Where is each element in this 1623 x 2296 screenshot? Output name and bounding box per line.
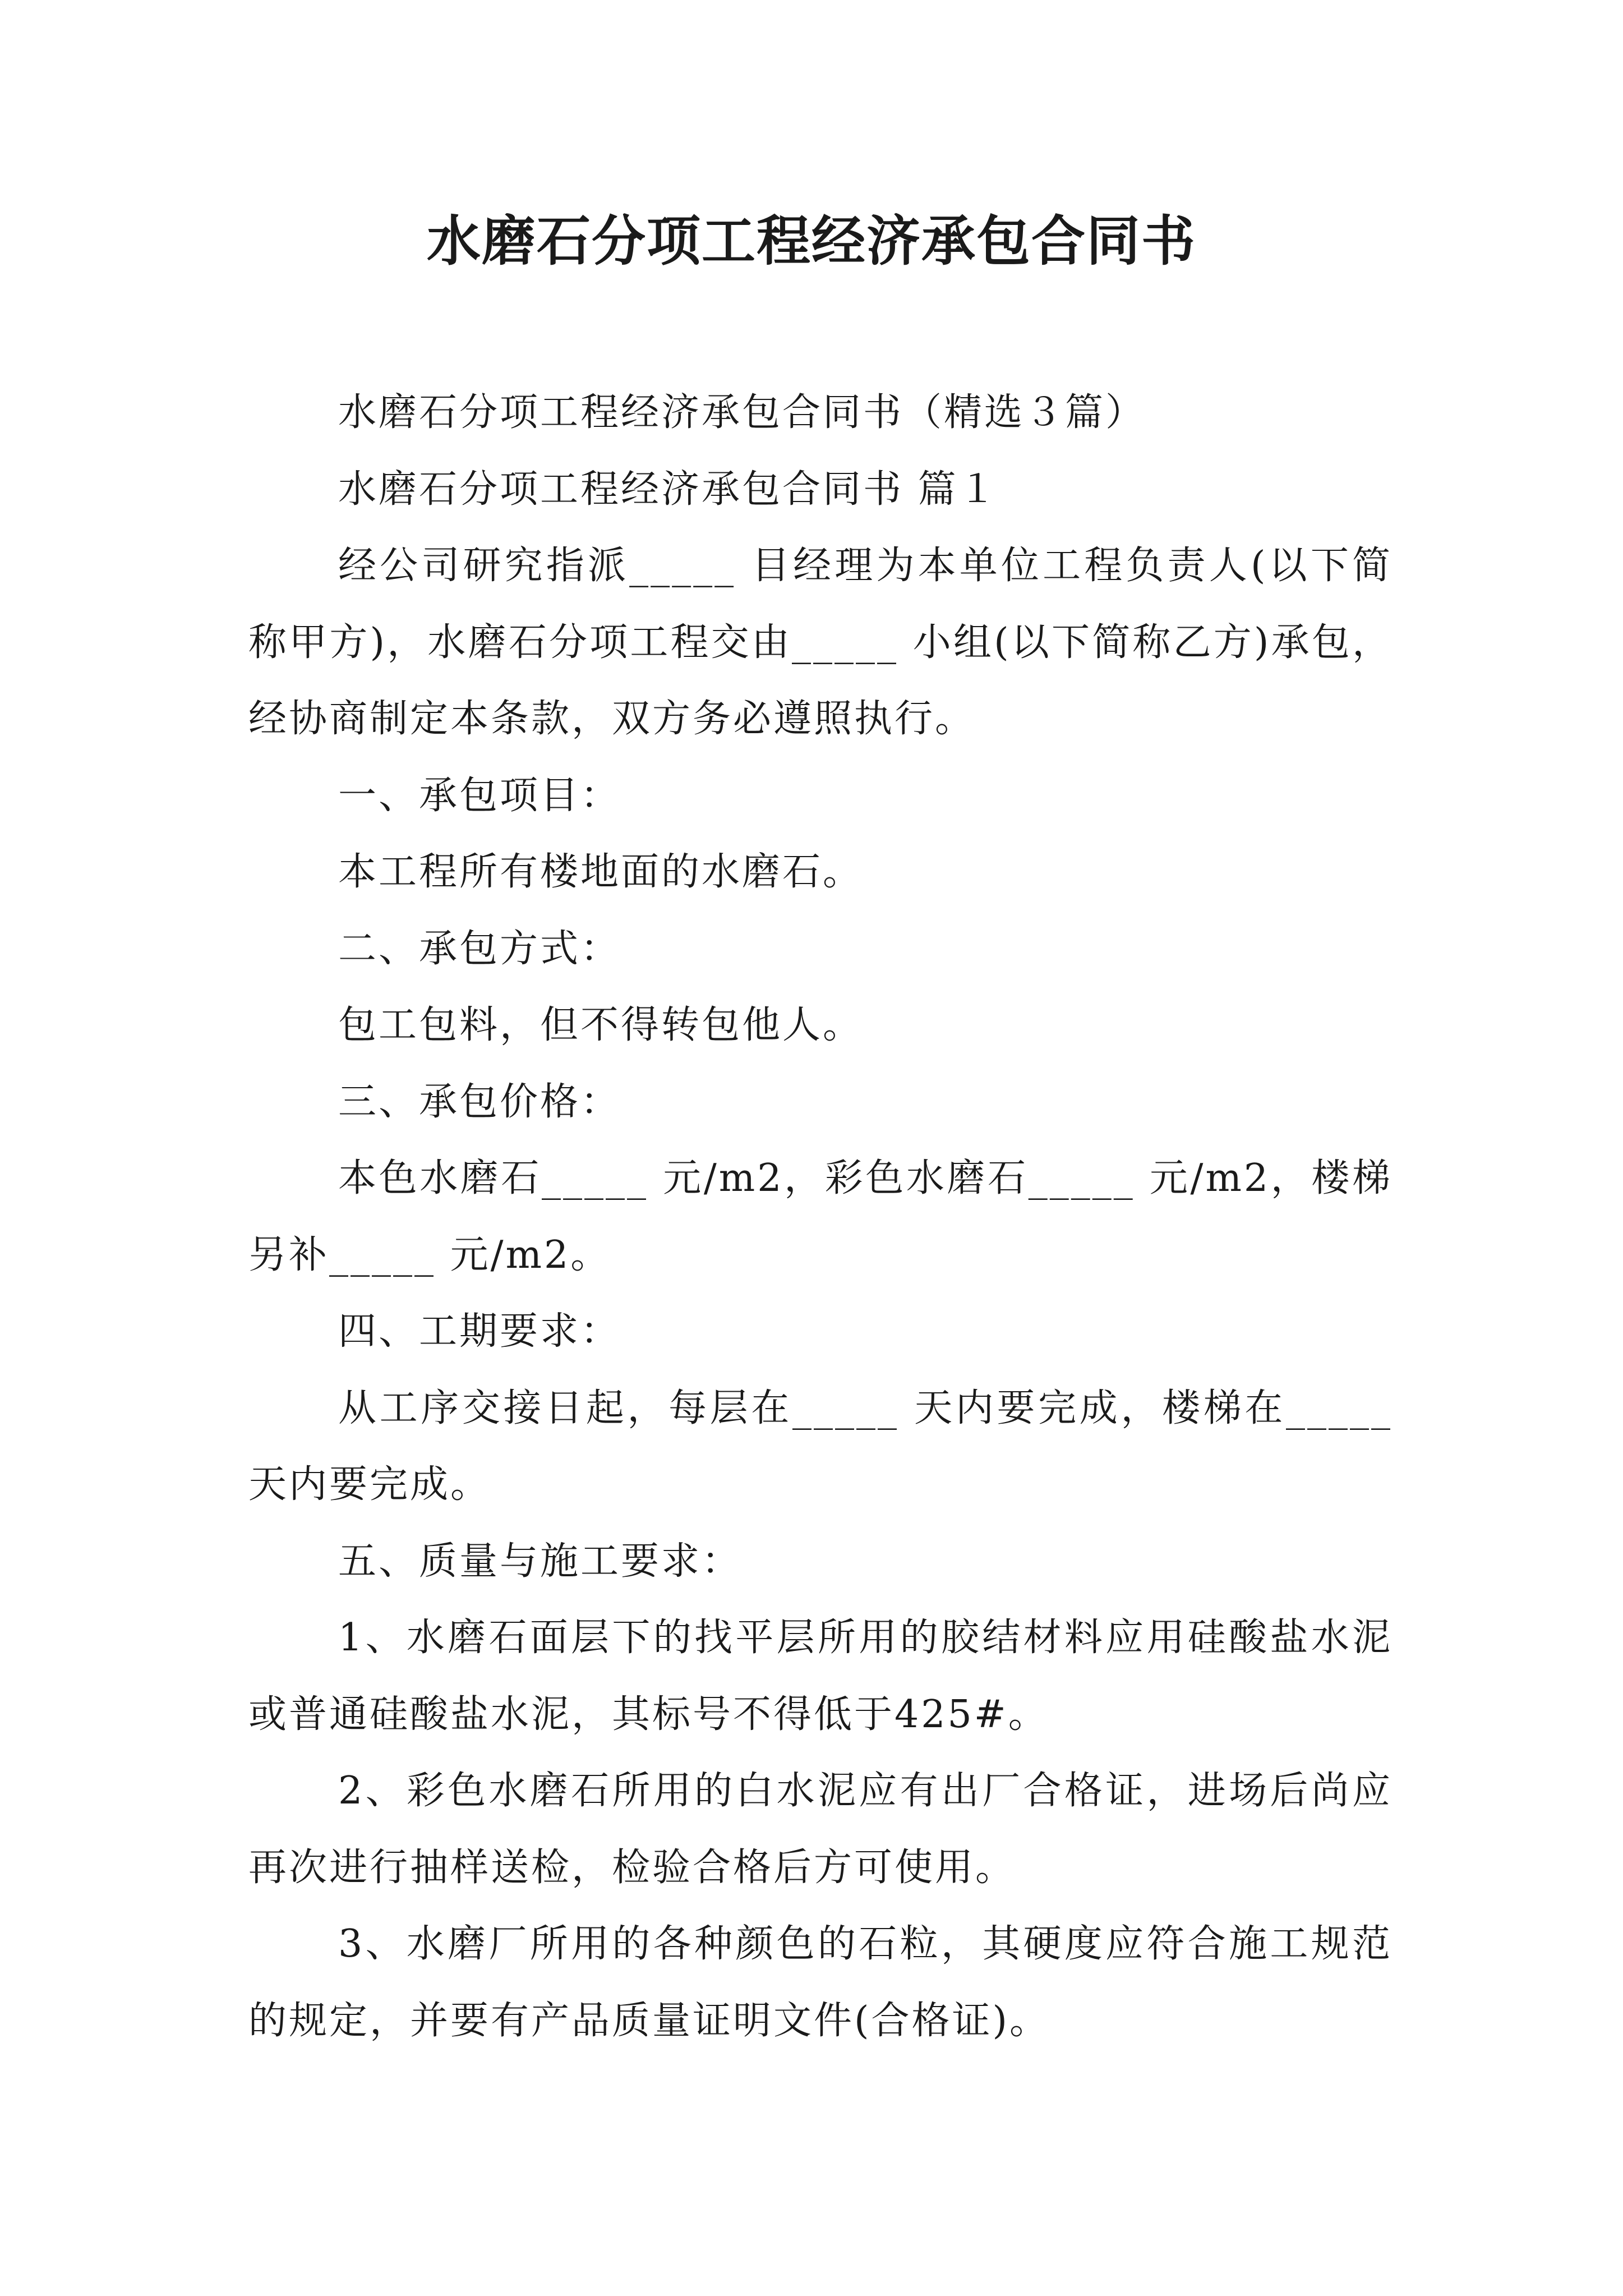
document-body: [248, 375, 1393, 2059]
paragraph-contract-method: 包工包料，但不得转包他人。: [338, 1003, 864, 1047]
section-heading-quality: 五、质量与施工要求：: [338, 1539, 743, 1584]
collection-heading: 水磨石分项工程经济承包合同书（精选３篇）: [338, 390, 1146, 435]
section-heading-contract-item: 一、承包项目：: [338, 773, 621, 818]
paragraph-contract-price: 本色水磨石_____ 元/m2，彩色水磨石_____ 元/m2，楼梯另补_____ 元/m2。: [248, 1156, 1393, 1277]
section-heading-contract-method: 二、承包方式：: [338, 926, 621, 971]
intro-paragraph: 经公司研究指派_____ 目经理为本单位工程负责人(以下简称甲方)，水磨石分项工程交由_____ 小组(以下简称乙方)承包，经协商制定本条款，双方务必遵照执行。: [248, 544, 1393, 741]
article-heading: 水磨石分项工程经济承包合同书 篇１: [338, 467, 999, 512]
paragraph-contract-item: 本工程所有楼地面的水磨石。: [338, 850, 864, 894]
section-heading-schedule: 四、工期要求：: [338, 1309, 621, 1354]
section-heading-contract-price: 三、承包价格：: [338, 1079, 621, 1124]
paragraph-quality-2: 2、彩色水磨石所用的白水泥应有出厂合格证，进场后尚应再次进行抽样送检，检验合格后方可使用。: [248, 1769, 1393, 1890]
paragraph-quality-3: 3、水磨厂所用的各种颜色的石粒，其硬度应符合施工规范的规定，并要有产品质量证明文件(合格证)。: [248, 1922, 1393, 2043]
paragraph-quality-1: 1、水磨石面层下的找平层所用的胶结材料应用硅酸盐水泥或普通硅酸盐水泥，其标号不得低于425#。: [248, 1616, 1393, 1737]
document-title: 水磨石分项工程经济承包合同书: [427, 209, 1196, 273]
paragraph-schedule: 从工序交接日起，每层在_____ 天内要完成，楼梯在_____ 天内要完成。: [248, 1386, 1393, 1507]
